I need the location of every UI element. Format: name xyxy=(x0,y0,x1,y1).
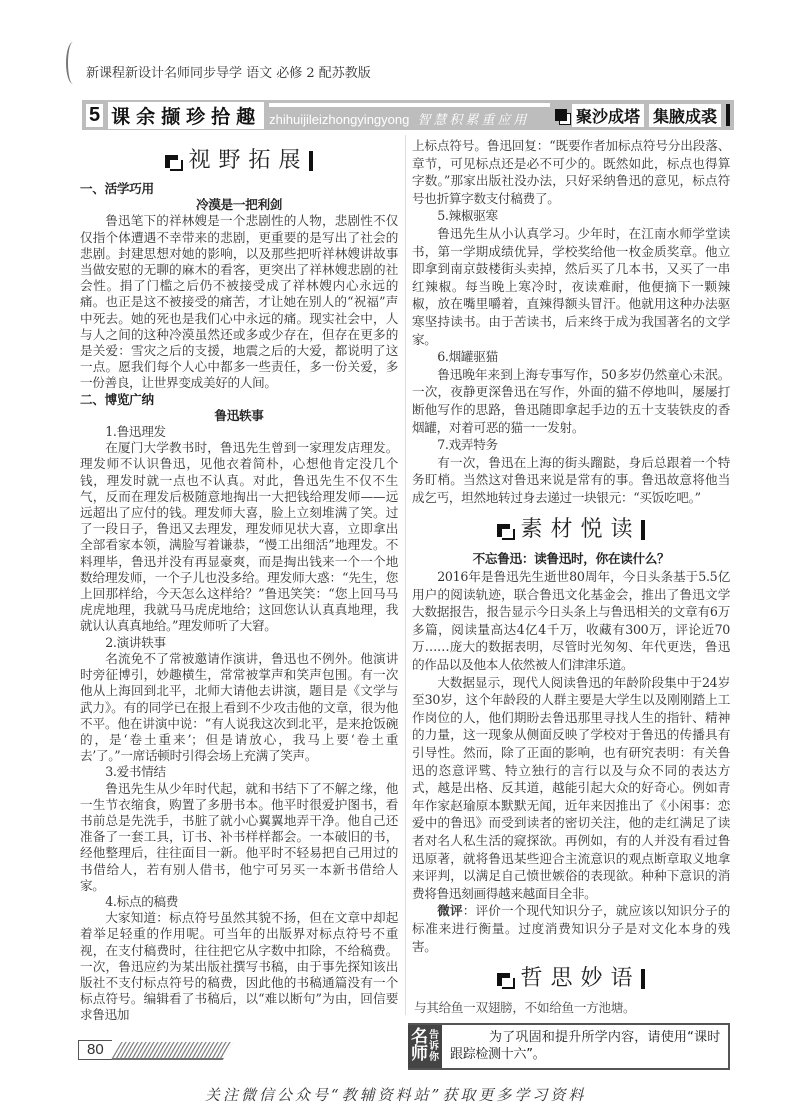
header-bracket-decoration xyxy=(66,42,80,84)
banner-pinyin: zhihuijileizhongyingyong xyxy=(269,111,410,127)
article-title-2: 鲁迅轶事 xyxy=(214,407,264,423)
subheading-2: 二、博览广纳 xyxy=(80,391,154,407)
square-icon xyxy=(555,109,567,121)
article-paragraph: 2016年是鲁迅先生逝世80周年，今日头条基于5.5亿用户的阅读轨迹，联合鲁迅文化基金会，推出了鲁迅文学大数据报告，报告显示今日头条上与鲁迅相关的文章有6万多篇，阅读量高达4亿4千万，收藏有300万，评论近70万……庞大的数据表明，尽管时光匆匆、年代更迭，鲁迅的作品以及他本人依然被人们津津乐道。 xyxy=(412,569,730,673)
banner-slogan: 智慧积累重应用 xyxy=(417,111,530,127)
anecdote-heading: 2.演讲轶事 xyxy=(105,634,166,650)
article-paragraph: 大数据显示，现代人阅读鲁迅的年龄阶段集中于24岁至30岁，这个年龄段的人群主要是大学生以及刚刚踏上工作岗位的人，他们期盼去鲁迅那里寻找人生的指针、精神的力量，这一现象从侧面反映了学校对于鲁迅的传播具有引导性。然而，除了正面的影响，也有研究表明：有关鲁迅的恣意评骘、特立独行的言行以及与众不同的表达方式，越是出格、反其道，越能引起大众的好奇心。例如青年作家赵瑜原本默默无闻，近年来因推出了《小闲事：恋爱中的鲁迅》而受到读者的密切关注，他的走红满足了读者对名人私生活的窥探欲。再例如，有的人并没有看过鲁迅原著，就将鲁迅某些迎合主流意识的观点断章取义地拿来评判，以满足自己愤世嫉俗的表现欲。种种下意识的消费将鲁迅刻画得越来越面目全非。 xyxy=(412,674,730,901)
section-heading-philosophy xyxy=(412,965,730,993)
anecdote-heading: 5.辣椒驱寒 xyxy=(437,208,498,224)
teacher-tip-badge xyxy=(408,1025,442,1068)
comment-text: ：评价一个现代知识分子，就应该以知识分子的标准来进行衡量。过度消费知识分子是对文化本身的残害。 xyxy=(412,903,731,954)
article-paragraph: 名流免不了常被邀请作演讲，鲁迅也不例外。他演讲时旁征博引，妙趣横生，常常被掌声和笑声包围。有一次他从上海回到北平，北师大请他去讲演，题目是《文学与武力》。有的同学已在报上看到不少攻击他的文章，很为他不平。他在讲演中说：“有人说我这次到北平，是来抢饭碗的，是‘卷土重来’；但是请放心，我马上要‘卷土重去’了。”一席话顿时引得会场上充满了笑声。 xyxy=(80,650,398,764)
running-header: 新课程新设计名师同步导学 语文 必修 2 配苏教版 xyxy=(86,66,371,81)
section-heading-vision xyxy=(80,147,398,175)
section-end-bar xyxy=(641,969,645,989)
article-paragraph: 上标点符号。鲁迅回复：“既要作者加标点符号分出段落、章节，可见标点还是必不可少的。既然如此，标点也得算字数。”那家出版社没办法，只好采纳鲁迅的意见，标点符号也折算字数支付稿费了。 xyxy=(412,138,730,206)
section-square-icon xyxy=(165,155,178,168)
lesson-banner xyxy=(82,100,734,130)
article-paragraph: 有一次，鲁迅在上海的街头蹓跶，身后总跟着一个特务盯梢。当然这对鲁迅来说是常有的事。鲁迅故意将他当成乞丐，坦然地转过身去递过一块银元：“买饭吃吧。” xyxy=(412,454,730,505)
section-title: 哲思妙语 xyxy=(520,966,641,992)
section-end-bar xyxy=(309,151,313,171)
left-column xyxy=(80,143,398,1024)
anecdote-heading: 6.烟罐驱猫 xyxy=(437,349,498,365)
right-column xyxy=(412,137,730,1070)
banner-tag-2: 集腋成裘 xyxy=(649,104,721,127)
teacher-tip-text: 为了巩固和提升所学内容，请使用“课时跟踪检测十六”。 xyxy=(450,1029,720,1063)
section-square-icon xyxy=(497,524,510,537)
banner-tag-1: 聚沙成塔 xyxy=(572,104,644,127)
anecdote-heading: 3.爱书情结 xyxy=(105,764,166,780)
banner-subtitle xyxy=(269,109,550,128)
article-paragraph: 在厦门大学教书时，鲁迅先生曾到一家理发店理发。理发师不认识鲁迅，见他衣着简朴，心想他肯定没几个钱，理发时就一点也不认真。对此，鲁迅先生不仅不生气，反而在理发后极随意地掏出一大把钱给理发师——远远超出了应付的钱。理发师大喜，脸上立刻堆满了笑。过了一段日子，鲁迅又去理发，理发师见状大喜，立即拿出全部看家本领，满脸写着谦恭，“慢工出细活”地理发。不料理毕，鲁迅并没有再显豪爽，而是掏出钱来一个一个地数给理发师，一个子儿也没多给。理发师大惑：“先生，您上回那样给，今天怎么这样给？”鲁迅笑笑：“您上回马马虎虎地理，我就马马虎虎地给；这回您认认真真地理，我就认认真真地给。”理发师听了大窘。 xyxy=(80,440,398,634)
dot-pattern-decoration xyxy=(110,1042,232,1060)
philosophy-quote: 与其给鱼一双翅膀，不如给鱼一方池塘。 xyxy=(414,1000,636,1016)
banner-title: 课余撷珍拾趣 xyxy=(108,102,264,129)
section-title: 视野拓展 xyxy=(188,148,309,173)
footer-note: 关注微信公众号“教辅资料站”获取更多学习资料 xyxy=(205,1086,587,1104)
comment-paragraph xyxy=(412,902,730,955)
section-heading-material xyxy=(412,516,730,544)
article-paragraph: 大家知道：标点符号虽然其貌不扬，但在文章中却起着举足轻重的作用呢。可当年的出版界对标点符号不重视，在支付稿费时，往往把它从字数中扣除，不给稿费。一次，鲁迅应约为某出版社撰写书稿，由于事先探知该出版社不支付标点符号的稿费，因此他的书稿通篇没有一个标点符号。编辑看了书稿后，以“难以断句”为由，回信要求鲁迅加 xyxy=(80,910,398,1023)
teacher-tip-box xyxy=(408,1023,730,1070)
banner-middle xyxy=(269,103,550,128)
anecdote-heading: 4.标点的稿费 xyxy=(105,893,179,909)
anecdote-heading: 7.戏弄特务 xyxy=(437,437,498,453)
banner-end-bar xyxy=(726,104,730,126)
article-paragraph: 鲁迅先生从小认真学习。少年时，在江南水师学堂读书，第一学期成绩优异，学校奖给他一枚金质奖章。他立即拿到南京鼓楼街头卖掉，然后买了几本书，又买了一串红辣椒。每当晚上寒冷时，夜读难耐，他便摘下一颗辣椒，放在嘴里嚼着，直辣得额头冒汗。他就用这种办法驱寒坚持读书。由于苦读书，后来终于成为我国著名的文学家。 xyxy=(412,225,730,347)
anecdote-heading: 1.鲁迅理发 xyxy=(105,424,166,440)
subheading-1: 一、活学巧用 xyxy=(80,181,154,196)
article-paragraph: 鲁迅先生从少年时代起，就和书结下了不解之缘，他一生节衣缩食，购置了多册书本。他平时很爱护图书，看书前总是先洗手，书脏了就小心翼翼地弄干净。他自己还准备了一套工具，订书、补书样样都会。一本破旧的书，经他整理后，往往面目一新。他平时不轻易把自己用过的书借给人，若有别人借书，他宁可另买一本新书借给人家。 xyxy=(80,780,398,893)
article-paragraph: 鲁迅笔下的祥林嫂是一个悲剧性的人物，悲剧性不仅仅指个体遭遇不幸带来的悲剧，更重要的是写出了社会的悲剧。封建思想对她的影响，以及那些把听祥林嫂讲故事当做安慰的无聊的麻木的看客，更突出了祥林嫂悲剧的社会性。捐了门槛之后仍不被接受成了祥林嫂内心永远的痛。也正是这不被接受的痛苦，才让她在别人的“祝福”声中死去。她的死也是我们心中永远的痛。现实社会中，人与人之间的这种冷漠虽然还或多或少存在，但存在更多的是关爱：雪灾之后的支援，地震之后的大爱，都说明了这一点。愿我们每个人心中都多一些责任，多一份关爱，多一份善良，让世界变成美好的人间。 xyxy=(80,213,398,391)
badge-big-text: 名师 xyxy=(411,1027,428,1065)
badge-small-text: 告诉你 xyxy=(429,1029,439,1063)
article-paragraph: 鲁迅晚年来到上海专事写作，50多岁仍然童心未泯。一次，夜静更深鲁迅在写作，外面的猫不停地叫，屡屡打断他写作的思路，鲁迅随即拿起手边的五十支装铁皮的香烟罐，对着可恶的猫一一发射。 xyxy=(412,366,730,435)
page-number-block xyxy=(78,1040,228,1060)
column-divider xyxy=(405,135,406,1015)
lesson-number: 5 xyxy=(86,104,103,127)
article-title-3: 不忘鲁迅：读鲁迅时，你在读什么？ xyxy=(472,551,670,567)
section-title: 素材悦读 xyxy=(520,517,641,543)
section-end-bar xyxy=(641,520,645,540)
comment-label: 微评 xyxy=(437,903,463,919)
section-square-icon xyxy=(497,973,510,986)
article-title-1: 冷漠是一把利剑 xyxy=(195,197,283,213)
banner-bar xyxy=(269,103,550,107)
page-number: 80 xyxy=(78,1040,112,1060)
